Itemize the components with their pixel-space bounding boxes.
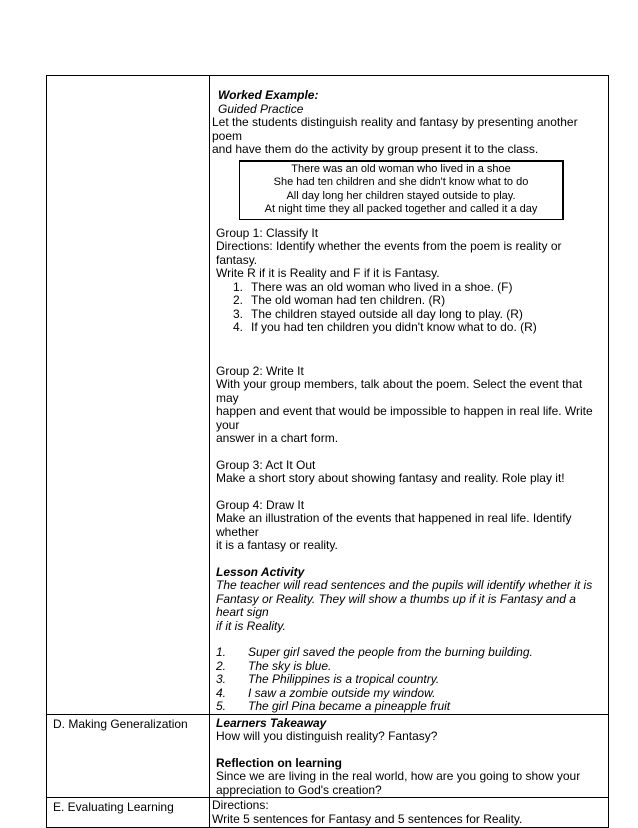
guided-practice-subtitle: Guided Practice bbox=[218, 101, 304, 116]
group3-title: Group 3: Act It Out bbox=[216, 457, 316, 472]
list-item bbox=[233, 321, 604, 335]
reflection-line-1: Since we are living in the real world, how are you going to show your bbox=[216, 769, 581, 783]
item-number: 2. bbox=[233, 293, 244, 307]
intro-line-1: Let the students distinguish reality and fantasy by presenting another poem bbox=[212, 115, 578, 143]
group2-section bbox=[210, 365, 608, 446]
group4-title: Group 4: Draw It bbox=[216, 497, 305, 512]
list-item bbox=[233, 294, 604, 308]
poem-line: All day long her children stayed outside to play. bbox=[286, 189, 516, 202]
item-text: The old woman had ten children. (R) bbox=[251, 293, 446, 307]
generalization-content bbox=[210, 715, 608, 798]
list-item bbox=[233, 281, 604, 295]
lesson-activity-line-3: if it is Reality. bbox=[216, 618, 286, 633]
group1-directions-2: Write R if it is Reality and F if it is Fantasy. bbox=[216, 266, 440, 280]
intro-line-2: and have them do the activity by group present it to the class. bbox=[212, 142, 539, 156]
evaluation-directions: Directions: bbox=[212, 798, 269, 812]
generalization-row bbox=[47, 714, 609, 798]
lesson-plan-table bbox=[46, 75, 609, 828]
generalization-label-cell bbox=[47, 714, 210, 798]
worked-example-title: Worked Example: bbox=[218, 88, 319, 102]
group2-line-3: answer in a chart form. bbox=[216, 431, 339, 445]
item-text: I saw a zombie outside my window. bbox=[248, 685, 436, 700]
item-text: The girl Pina became a pineapple fruit bbox=[248, 699, 451, 713]
poem-line: There was an old woman who lived in a shoe bbox=[291, 162, 511, 175]
list-item bbox=[216, 687, 604, 701]
generalization-content-cell bbox=[210, 714, 609, 798]
item-text: The Philippines is a tropical country. bbox=[248, 672, 440, 686]
group1-directions-1: Directions: Identify whether the events from the poem is reality or fantasy. bbox=[216, 239, 562, 267]
item-text: Super girl saved the people from the burning building. bbox=[248, 645, 533, 659]
reflection-title: Reflection on learning bbox=[216, 755, 343, 770]
reflection-line-2: appreciation to God's creation? bbox=[216, 782, 382, 797]
practice-row bbox=[47, 76, 609, 715]
item-text: The sky is blue. bbox=[248, 658, 332, 673]
evaluation-content-cell bbox=[210, 798, 609, 828]
group3-line-1: Make a short story about showing fantasy and reality. Role play it! bbox=[216, 471, 565, 485]
practice-content-cell bbox=[210, 76, 609, 715]
group1-section bbox=[210, 227, 608, 335]
group2-title: Group 2: Write It bbox=[216, 363, 304, 378]
list-item bbox=[216, 700, 604, 714]
group2-line-2: happen and event that would be impossible to happen in real life. Write your bbox=[216, 404, 593, 432]
takeaway-text: How will you distinguish reality? Fantasy? bbox=[216, 729, 438, 743]
list-item bbox=[216, 646, 604, 660]
item-text: If you had ten children you didn't know what to do. (R) bbox=[251, 320, 537, 334]
list-item bbox=[233, 308, 604, 322]
evaluation-label-cell bbox=[47, 798, 210, 828]
item-number: 3. bbox=[216, 672, 227, 686]
poem-box bbox=[239, 160, 564, 220]
evaluation-content bbox=[210, 798, 608, 827]
takeaway-title: Learners Takeaway bbox=[216, 715, 327, 730]
poem-line: She had ten children and she didn't know what to do bbox=[273, 176, 529, 188]
item-number: 3. bbox=[233, 306, 244, 321]
group4-line-2: it is a fantasy or reality. bbox=[216, 538, 338, 552]
group1-title: Group 1: Classify It bbox=[216, 225, 319, 240]
item-number: 4. bbox=[216, 685, 227, 700]
list-item bbox=[216, 673, 604, 687]
generalization-label: D. Making Generalization bbox=[53, 716, 188, 731]
evaluation-row bbox=[47, 798, 609, 828]
lesson-activity-section bbox=[210, 566, 608, 714]
lesson-activity-line-2: Fantasy or Reality. They will show a thumbs up if it is Fantasy and a heart sign bbox=[216, 591, 576, 619]
lesson-activity-list bbox=[216, 646, 604, 714]
item-number: 5. bbox=[216, 699, 227, 713]
lesson-activity-title: Lesson Activity bbox=[216, 564, 305, 579]
practice-label-cell bbox=[47, 76, 210, 715]
evaluation-text: Write 5 sentences for Fantasy and 5 sentences for Reality. bbox=[212, 811, 523, 826]
group4-section bbox=[210, 499, 608, 553]
group2-line-1: With your group members, talk about the poem. Select the event that may bbox=[216, 377, 583, 405]
item-number: 1. bbox=[216, 645, 227, 659]
item-text: There was an old woman who lived in a shoe. (F) bbox=[251, 279, 513, 294]
item-text: The children stayed outside all day long to play. (R) bbox=[251, 306, 523, 321]
list-item bbox=[216, 660, 604, 674]
group3-section bbox=[210, 459, 608, 486]
poem-line: At night time they all packed together and called it a day bbox=[264, 203, 538, 215]
item-number: 2. bbox=[216, 658, 227, 673]
evaluation-label: E. Evaluating Learning bbox=[53, 800, 174, 814]
item-number: 4. bbox=[233, 320, 244, 334]
item-number: 1. bbox=[233, 279, 244, 294]
group1-list bbox=[233, 281, 604, 335]
lesson-activity-line-1: The teacher will read sentences and the pupils will identify whether it is bbox=[216, 578, 593, 592]
group4-line-1: Make an illustration of the events that happened in real life. Identify whether bbox=[216, 511, 572, 539]
